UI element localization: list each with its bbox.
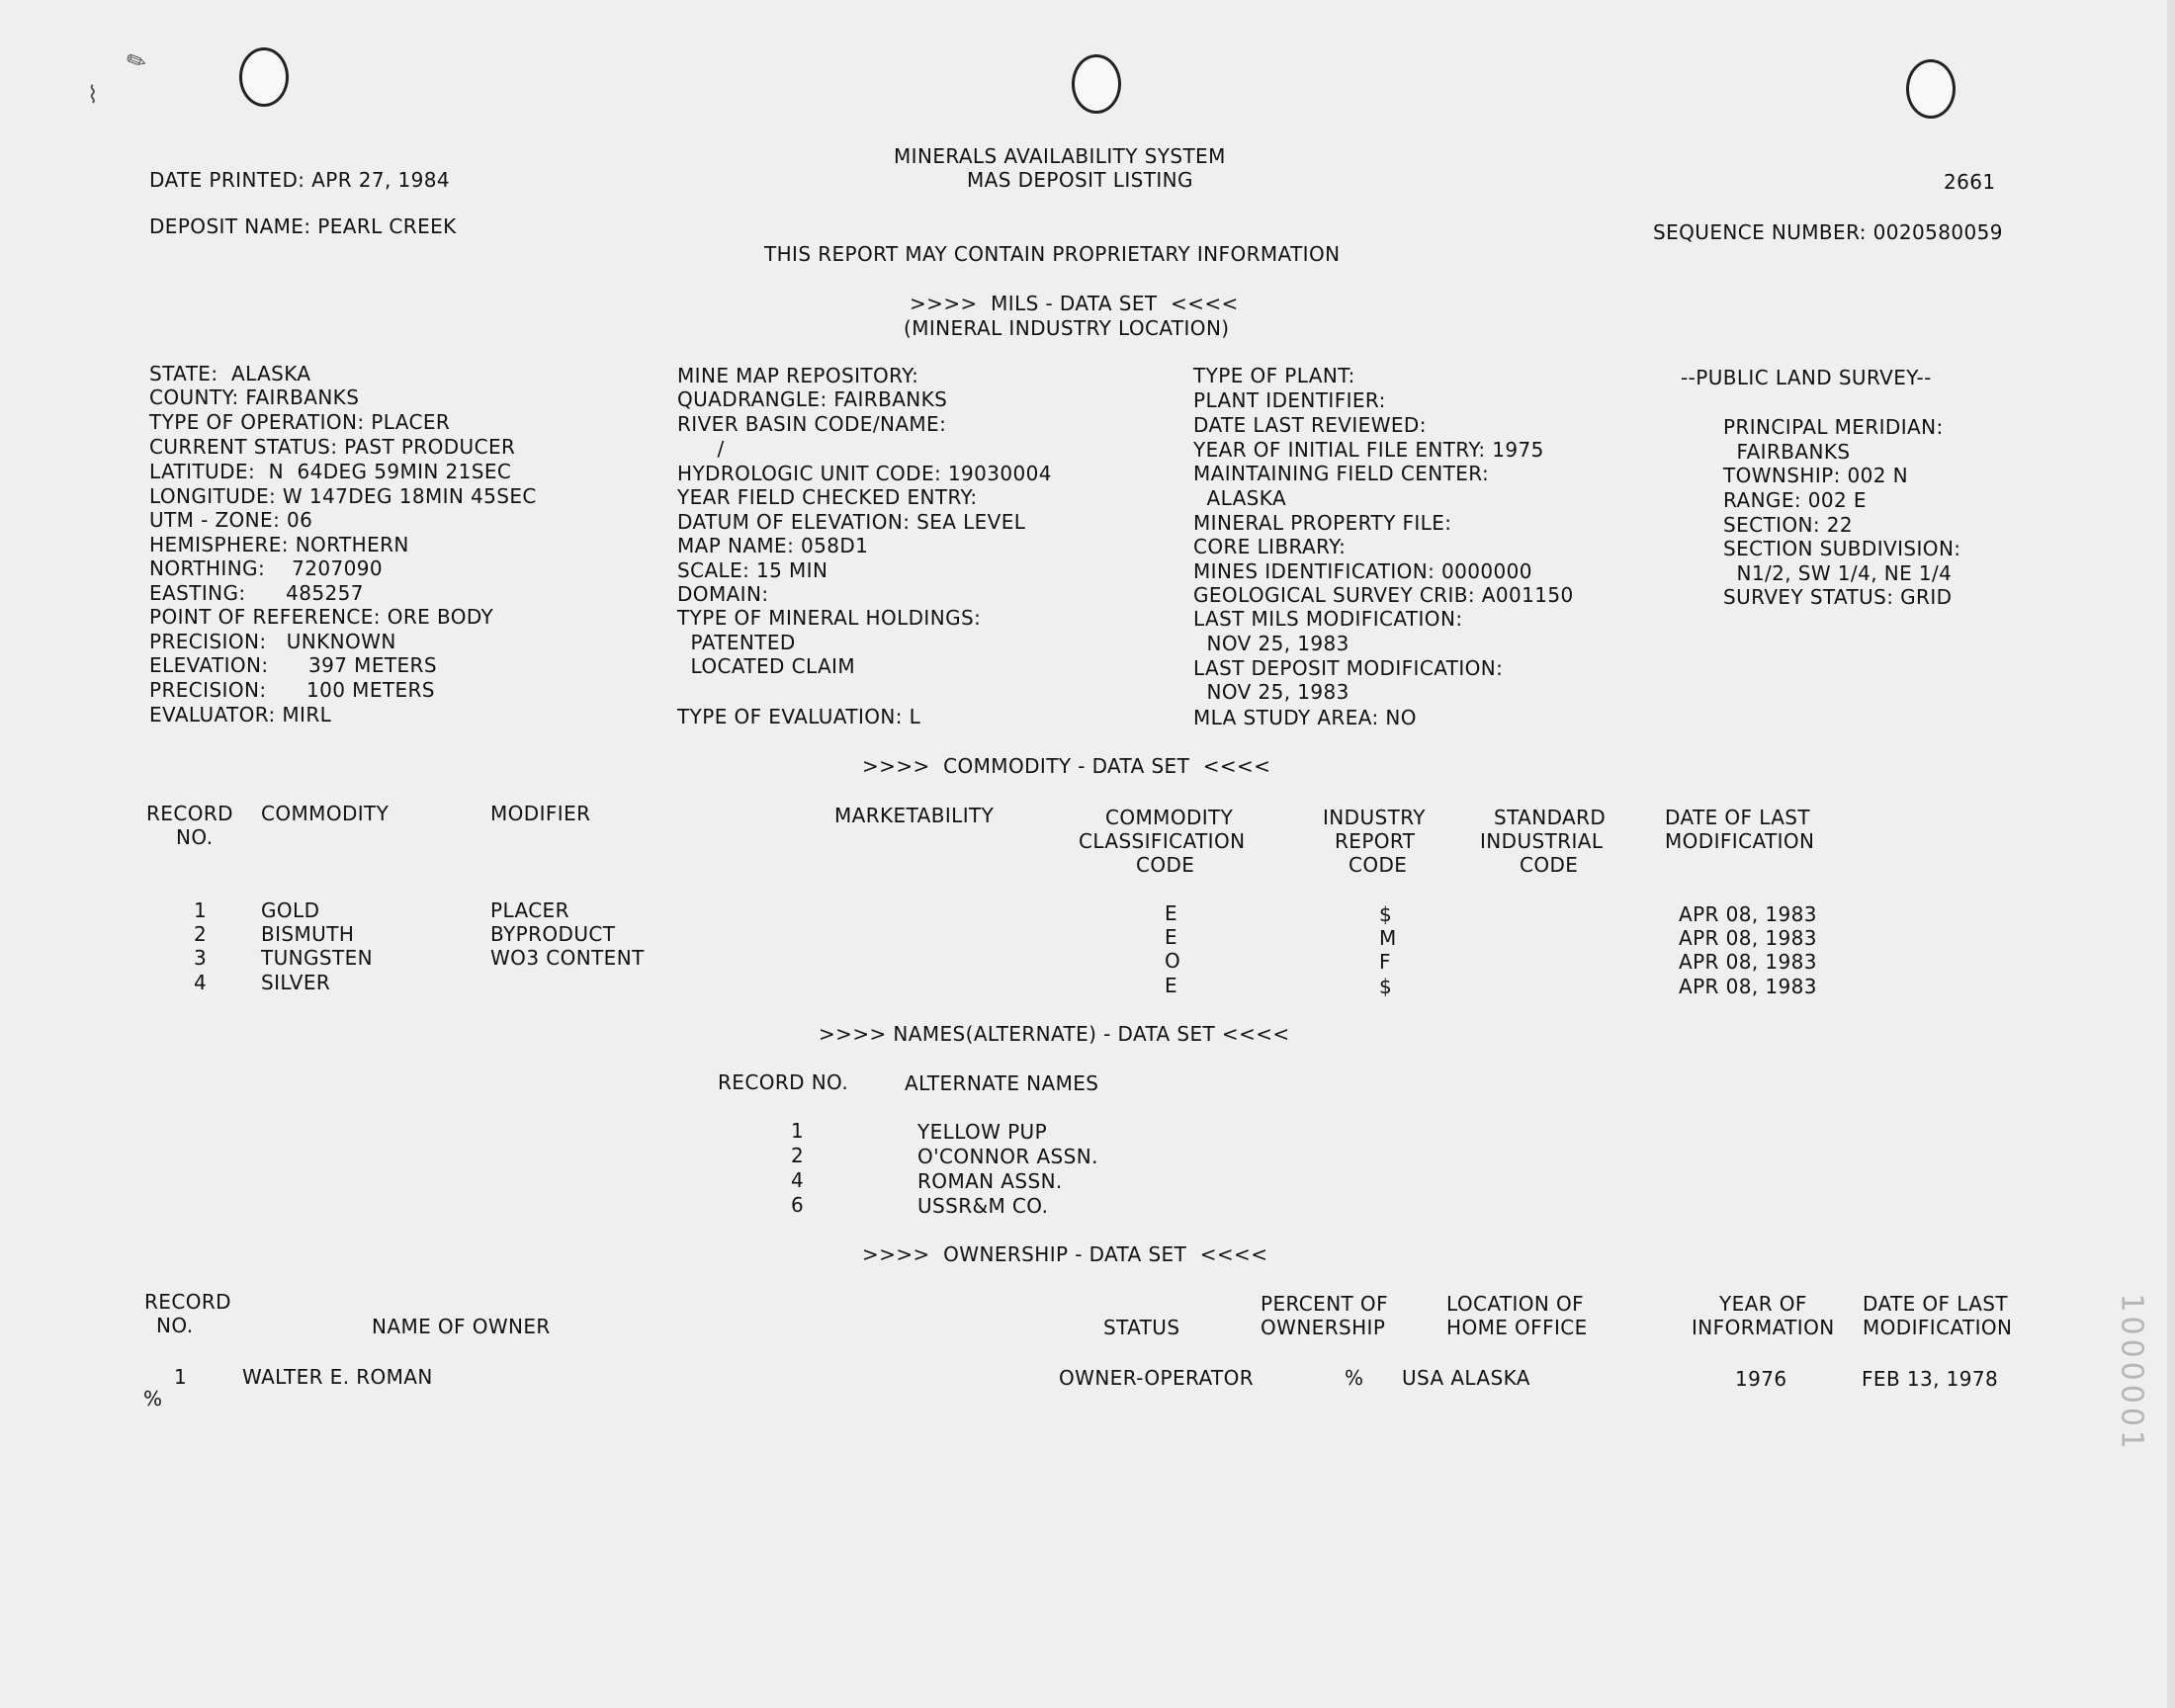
commodity-row-classification: E [1165, 974, 1178, 997]
ownership-header-percent: OWNERSHIP [1261, 1316, 1386, 1339]
commodity-header-industry: CODE [1348, 853, 1408, 877]
commodity-row-industry: M [1379, 926, 1397, 950]
commodity-header-standard: INDUSTRIAL [1480, 829, 1604, 853]
commodity-row-number: 1 [194, 898, 208, 922]
commodity-row-industry: $ [1379, 902, 1393, 926]
commodity-row-name: SILVER [261, 971, 331, 994]
mils-left-line: LONGITUDE: W 147DEG 18MIN 45SEC [149, 484, 537, 508]
mils-left-line: EASTING: 485257 [149, 581, 364, 605]
ownership-header-year: YEAR OF [1719, 1292, 1807, 1316]
commodity-row-classification: E [1165, 901, 1178, 925]
mils-middle-line: TYPE OF MINERAL HOLDINGS: [677, 606, 982, 630]
system-title: MINERALS AVAILABILITY SYSTEM [894, 144, 1226, 168]
mils-right-line: DATE LAST REVIEWED: [1193, 413, 1427, 437]
mils-left-line: LATITUDE: N 64DEG 59MIN 21SEC [149, 460, 512, 483]
names-row-number: 6 [791, 1193, 805, 1217]
commodity-header-modifier: MODIFIER [490, 802, 591, 825]
mils-middle-line: MINE MAP REPOSITORY: [677, 364, 919, 387]
mils-right-line: TYPE OF PLANT: [1193, 364, 1355, 387]
mils-right-line: ALASKA [1193, 486, 1287, 510]
commodity-row-industry: $ [1379, 975, 1393, 998]
mils-left-line: HEMISPHERE: NORTHERN [149, 533, 409, 556]
mils-left-line: POINT OF REFERENCE: ORE BODY [149, 605, 494, 629]
plss-line: RANGE: 002 E [1723, 488, 1867, 512]
mils-middle-line: HYDROLOGIC UNIT CODE: 19030004 [677, 462, 1052, 485]
commodity-header-marketability: MARKETABILITY [834, 804, 995, 827]
commodity-row-date: APR 08, 1983 [1679, 902, 1817, 926]
names-row-name: YELLOW PUP [917, 1120, 1048, 1144]
ownership-header-record: RECORD [144, 1290, 231, 1314]
ownership-row-location: USA ALASKA [1402, 1366, 1530, 1390]
commodity-row-classification: E [1165, 925, 1178, 949]
names-header-record: RECORD NO. [718, 1070, 849, 1094]
mils-left-line: PRECISION: UNKNOWN [149, 630, 396, 653]
mils-middle-line: QUADRANGLE: FAIRBANKS [677, 387, 948, 411]
mils-left-line: TYPE OF OPERATION: PLACER [149, 410, 451, 434]
commodity-row-modifier: BYPRODUCT [490, 922, 616, 946]
commodity-row-industry: F [1379, 950, 1391, 974]
margin-stamp: 1000001 [2115, 1293, 2149, 1453]
commodity-header-date: DATE OF LAST [1665, 806, 1810, 829]
paper-right-edge [2167, 0, 2175, 1708]
commodity-row-number: 3 [194, 946, 208, 970]
plss-line: PRINCIPAL MERIDIAN: [1723, 415, 1944, 439]
mils-middle-line: YEAR FIELD CHECKED ENTRY: [677, 485, 978, 509]
mils-left-line: EVALUATOR: MIRL [149, 703, 332, 726]
footer-percent-mark: % [143, 1387, 163, 1410]
mils-right-line: YEAR OF INITIAL FILE ENTRY: 1975 [1193, 438, 1544, 462]
mils-left-line: STATE: ALASKA [149, 362, 311, 385]
ownership-header-status: STATUS [1103, 1316, 1180, 1339]
ownership-header-location: HOME OFFICE [1446, 1316, 1588, 1339]
mils-middle-line: SCALE: 15 MIN [677, 558, 828, 582]
commodity-row-modifier: PLACER [490, 898, 569, 922]
names-row-name: O'CONNOR ASSN. [917, 1145, 1098, 1168]
commodity-header-standard: CODE [1520, 853, 1579, 877]
ownership-row-percent: % [1345, 1366, 1364, 1390]
commodity-row-number: 2 [194, 922, 208, 946]
mils-left-line: PRECISION: 100 METERS [149, 678, 435, 702]
commodity-header-classification: CODE [1136, 853, 1195, 877]
commodity-header-commodity: COMMODITY [261, 802, 390, 825]
mils-middle-line: TYPE OF EVALUATION: L [677, 705, 921, 728]
commodity-header-record: RECORD [146, 802, 233, 825]
paper-mark: ⌇ [87, 81, 99, 109]
mils-left-line: CURRENT STATUS: PAST PRODUCER [149, 435, 516, 459]
ownership-header-location: LOCATION OF [1446, 1292, 1585, 1316]
binder-hole-left [239, 47, 289, 107]
mils-right-line: MLA STUDY AREA: NO [1193, 706, 1417, 729]
commodity-header-industry: REPORT [1335, 829, 1416, 853]
commodity-header-no: NO. [176, 825, 214, 849]
commodity-header-classification: CLASSIFICATION [1079, 829, 1246, 853]
sequence-number: SEQUENCE NUMBER: 0020580059 [1653, 220, 2003, 244]
commodity-row-date: APR 08, 1983 [1679, 950, 1817, 974]
plss-line: N1/2, SW 1/4, NE 1/4 [1723, 561, 1953, 585]
plss-line: FAIRBANKS [1723, 440, 1851, 464]
ownership-heading: >>>> OWNERSHIP - DATA SET <<<< [862, 1242, 1268, 1266]
commodity-header-standard: STANDARD [1494, 806, 1607, 829]
ownership-header-date: MODIFICATION [1863, 1316, 2013, 1339]
mils-right-line: MINES IDENTIFICATION: 0000000 [1193, 559, 1532, 583]
ownership-header-year: INFORMATION [1692, 1316, 1835, 1339]
ownership-row-name: WALTER E. ROMAN [242, 1365, 433, 1389]
mils-right-line: LAST MILS MODIFICATION: [1193, 607, 1463, 631]
mils-middle-line: DOMAIN: [677, 582, 769, 606]
names-row-name: USSR&M CO. [917, 1194, 1049, 1218]
commodity-header-industry: INDUSTRY [1323, 806, 1426, 829]
mils-right-line: NOV 25, 1983 [1193, 632, 1349, 655]
proprietary-notice: THIS REPORT MAY CONTAIN PROPRIETARY INFORMATION [764, 242, 1341, 266]
names-row-name: ROMAN ASSN. [917, 1169, 1063, 1193]
commodity-row-classification: O [1165, 949, 1181, 973]
mils-right-line: LAST DEPOSIT MODIFICATION: [1193, 656, 1504, 680]
names-row-number: 4 [791, 1168, 805, 1192]
deposit-name: DEPOSIT NAME: PEARL CREEK [149, 214, 457, 238]
mils-right-line: NOV 25, 1983 [1193, 680, 1349, 704]
plss-line: TOWNSHIP: 002 N [1723, 464, 1908, 487]
mils-right-line: CORE LIBRARY: [1193, 535, 1347, 558]
listing-title: MAS DEPOSIT LISTING [967, 168, 1193, 192]
pen-mark: ✎ [122, 44, 152, 78]
mils-middle-line: / [677, 437, 725, 461]
names-row-number: 1 [791, 1119, 805, 1143]
ownership-row-number: 1 [174, 1365, 188, 1389]
mils-left-line: COUNTY: FAIRBANKS [149, 385, 360, 409]
ownership-header-no: NO. [156, 1314, 194, 1337]
mils-middle-line: DATUM OF ELEVATION: SEA LEVEL [677, 510, 1026, 534]
ownership-header-name: NAME OF OWNER [372, 1315, 551, 1338]
commodity-row-date: APR 08, 1983 [1679, 975, 1817, 998]
commodity-row-date: APR 08, 1983 [1679, 926, 1817, 950]
mils-right-line: GEOLOGICAL SURVEY CRIB: A001150 [1193, 583, 1574, 607]
page-number: 2661 [1944, 170, 1996, 194]
plss-line: SECTION SUBDIVISION: [1723, 537, 1961, 560]
mils-heading: >>>> MILS - DATA SET <<<< [910, 292, 1239, 315]
ownership-row-status: OWNER-OPERATOR [1059, 1366, 1255, 1390]
mils-middle-line: PATENTED [677, 631, 796, 654]
commodity-header-classification: COMMODITY [1105, 806, 1234, 829]
mils-middle-line: LOCATED CLAIM [677, 654, 855, 678]
plss-line: SECTION: 22 [1723, 513, 1854, 537]
commodity-row-name: GOLD [261, 898, 320, 922]
mils-left-line: UTM - ZONE: 06 [149, 508, 313, 532]
commodity-row-number: 4 [194, 971, 208, 994]
commodity-row-name: TUNGSTEN [261, 946, 374, 970]
binder-hole-center [1072, 54, 1121, 114]
ownership-header-date: DATE OF LAST [1863, 1292, 2008, 1316]
binder-hole-right [1906, 59, 1956, 119]
commodity-header-date: MODIFICATION [1665, 829, 1815, 853]
mils-right-line: PLANT IDENTIFIER: [1193, 388, 1386, 412]
ownership-header-percent: PERCENT OF [1261, 1292, 1388, 1316]
mils-middle-line: RIVER BASIN CODE/NAME: [677, 412, 947, 436]
commodity-row-modifier: WO3 CONTENT [490, 946, 645, 970]
mils-middle-line: MAP NAME: 058D1 [677, 534, 869, 557]
plss-line: SURVEY STATUS: GRID [1723, 585, 1953, 609]
mils-right-line: MINERAL PROPERTY FILE: [1193, 511, 1452, 535]
date-printed: DATE PRINTED: APR 27, 1984 [149, 168, 451, 192]
names-row-number: 2 [791, 1144, 805, 1167]
commodity-heading: >>>> COMMODITY - DATA SET <<<< [862, 754, 1271, 778]
mils-left-line: NORTHING: 7207090 [149, 556, 383, 580]
ownership-row-year: 1976 [1735, 1367, 1787, 1391]
plss-heading: --PUBLIC LAND SURVEY-- [1681, 366, 1932, 389]
mils-left-line: ELEVATION: 397 METERS [149, 653, 437, 677]
mils-right-line: MAINTAINING FIELD CENTER: [1193, 462, 1490, 485]
commodity-row-name: BISMUTH [261, 922, 355, 946]
names-heading: >>>> NAMES(ALTERNATE) - DATA SET <<<< [819, 1022, 1290, 1046]
ownership-row-date: FEB 13, 1978 [1862, 1367, 1999, 1391]
names-header-names: ALTERNATE NAMES [905, 1071, 1099, 1095]
mils-subheading: (MINERAL INDUSTRY LOCATION) [904, 316, 1230, 340]
